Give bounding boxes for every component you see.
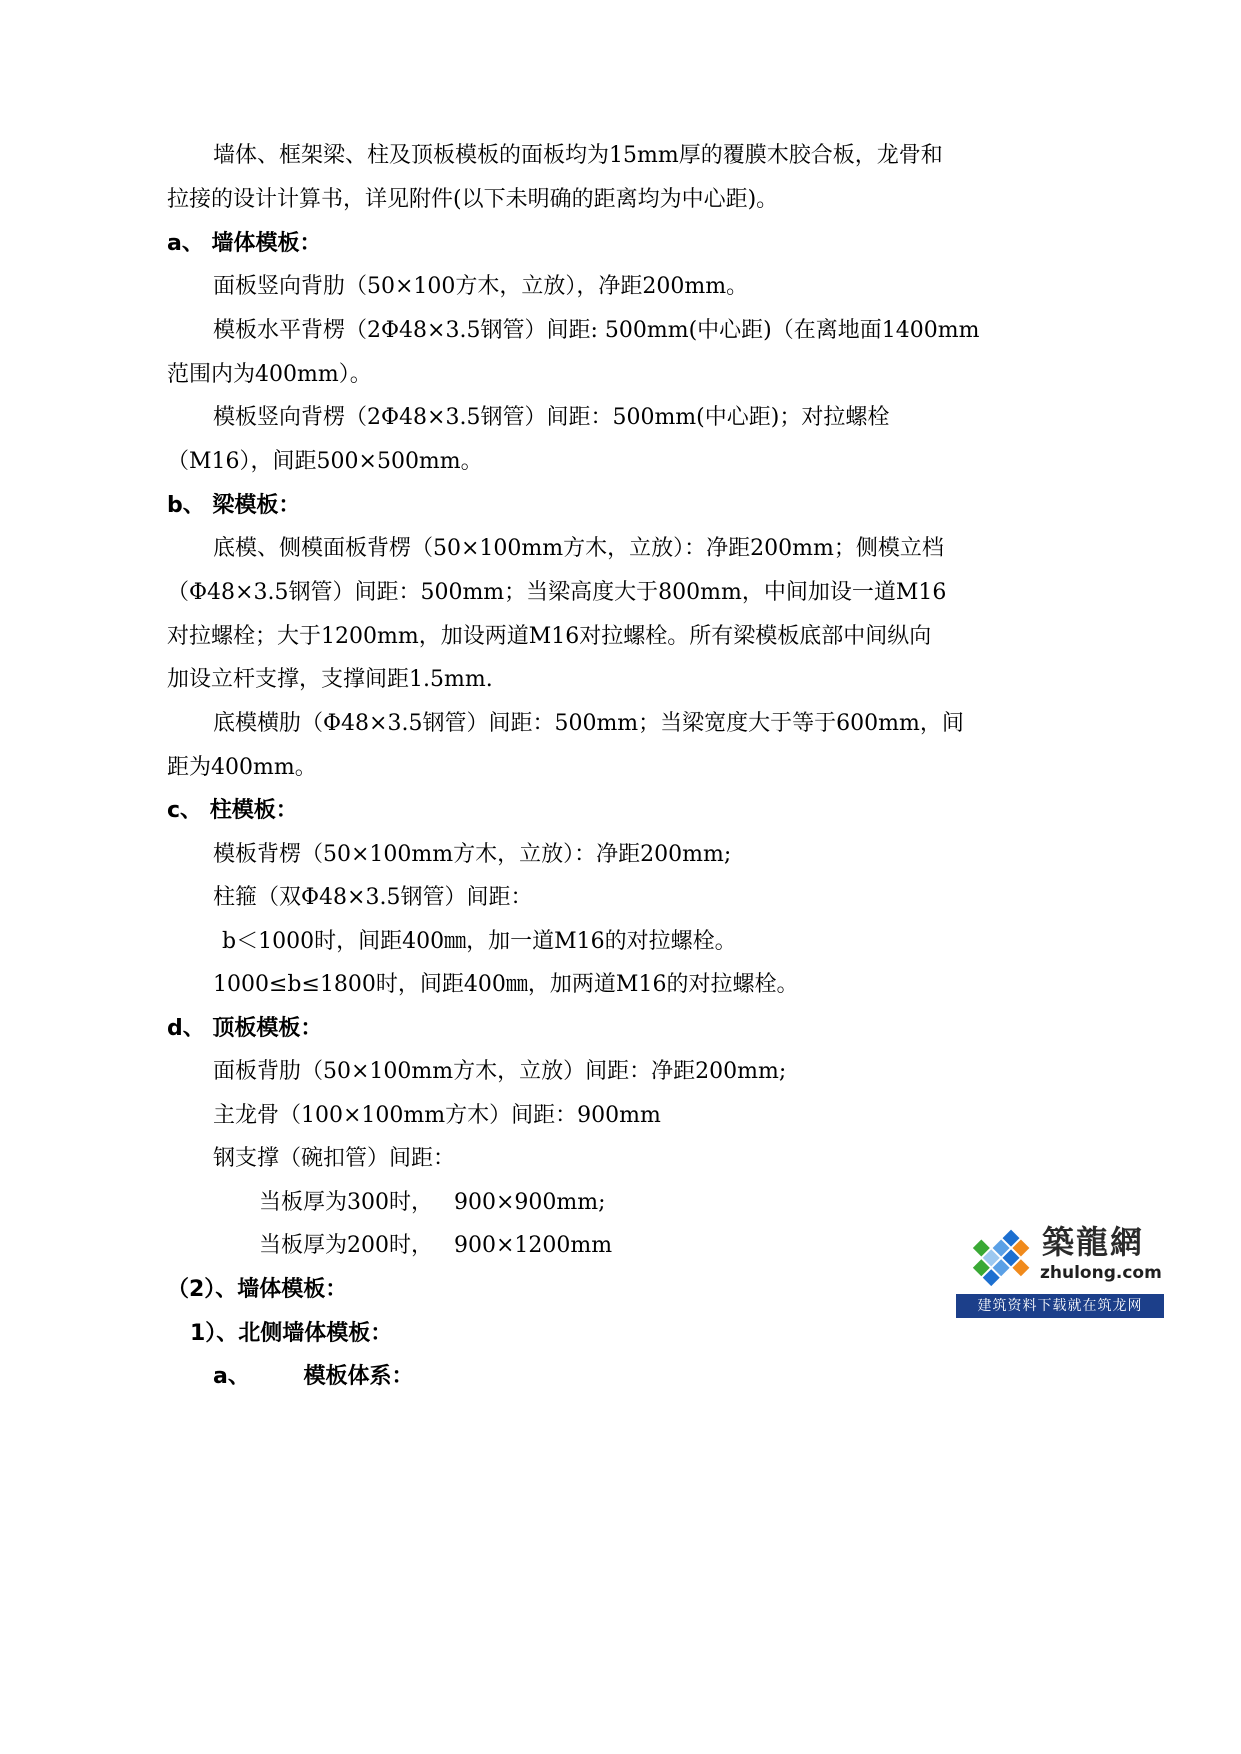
zhulong-logo	[956, 1222, 1166, 1320]
section-heading-2-1: 1）、北侧墙体模板：	[190, 1321, 393, 1346]
paragraph-line: 模板水平背楞（2Φ48×3.5钢管）间距: 500mm(中心距)（在离地面1400mm	[213, 318, 980, 343]
paragraph-line: 底模、侧模面板背楞（50×100mm方木，立放）：净距200mm；侧模立档	[213, 536, 944, 561]
paragraph-line: 模板竖向背楞（2Φ48×3.5钢管）间距：500mm(中心距)；对拉螺栓	[213, 405, 890, 430]
paragraph-line: 底模横肋（Φ48×3.5钢管）间距：500mm；当梁宽度大于等于600mm，间	[213, 711, 964, 736]
section-heading-2-1-a: a、 模板体系：	[213, 1364, 414, 1389]
logo-banner: 建筑资料下载就在筑龙网	[956, 1294, 1164, 1318]
paragraph-line: 面板背肋（50×100mm方木，立放）间距：净距200mm;	[213, 1059, 787, 1084]
paragraph-line: 范围内为400mm）。	[167, 362, 372, 387]
zhulong-logo-icon	[960, 1226, 1038, 1294]
paragraph-line: 1000≤b≤1800时，间距400㎜，加两道M16的对拉螺栓。	[213, 972, 799, 997]
section-heading-d: d、 顶板模板：	[167, 1016, 323, 1041]
paragraph-line: 墙体、框架梁、柱及顶板模板的面板均为15mm厚的覆膜木胶合板，龙骨和	[213, 143, 943, 168]
section-heading-a: a、 墙体模板：	[167, 231, 322, 256]
paragraph-line: （M16），间距500×500mm。	[167, 449, 483, 474]
logo-title: 築龍網	[1042, 1223, 1145, 1261]
paragraph-line: 对拉螺栓；大于1200mm，加设两道M16对拉螺栓。所有梁模板底部中间纵向	[167, 624, 932, 649]
paragraph-line: 拉接的设计计算书，详见附件(以下未明确的距离均为中心距)。	[167, 187, 779, 212]
paragraph-line: （Φ48×3.5钢管）间距：500mm；当梁高度大于800mm，中间加设一道M16	[167, 580, 947, 605]
paragraph-line: 主龙骨（100×100mm方木）间距：900mm	[213, 1103, 661, 1128]
paragraph-line: 当板厚为200时， 900×1200mm	[259, 1233, 613, 1258]
paragraph-line: 钢支撑（碗扣管）间距：	[213, 1146, 456, 1171]
paragraph-line: 加设立杆支撑，支撑间距1.5mm.	[167, 667, 493, 692]
section-heading-b: b、 梁模板：	[167, 493, 301, 518]
paragraph-line: 面板竖向背肋（50×100方木，立放），净距200mm。	[213, 274, 749, 299]
paragraph-line: 当板厚为300时， 900×900mm;	[259, 1190, 606, 1215]
paragraph-line: 柱箍（双Φ48×3.5钢管）间距：	[213, 885, 533, 910]
paragraph-line: 模板背楞（50×100mm方木，立放）：净距200mm;	[213, 842, 732, 867]
logo-url: zhulong.com	[1040, 1263, 1162, 1283]
section-heading-2: （2）、墙体模板：	[167, 1277, 348, 1302]
paragraph-line: 距为400mm。	[167, 755, 317, 780]
paragraph-line: b＜1000时，间距400㎜，加一道M16的对拉螺栓。	[222, 929, 737, 954]
section-heading-c: c、 柱模板：	[167, 798, 298, 823]
